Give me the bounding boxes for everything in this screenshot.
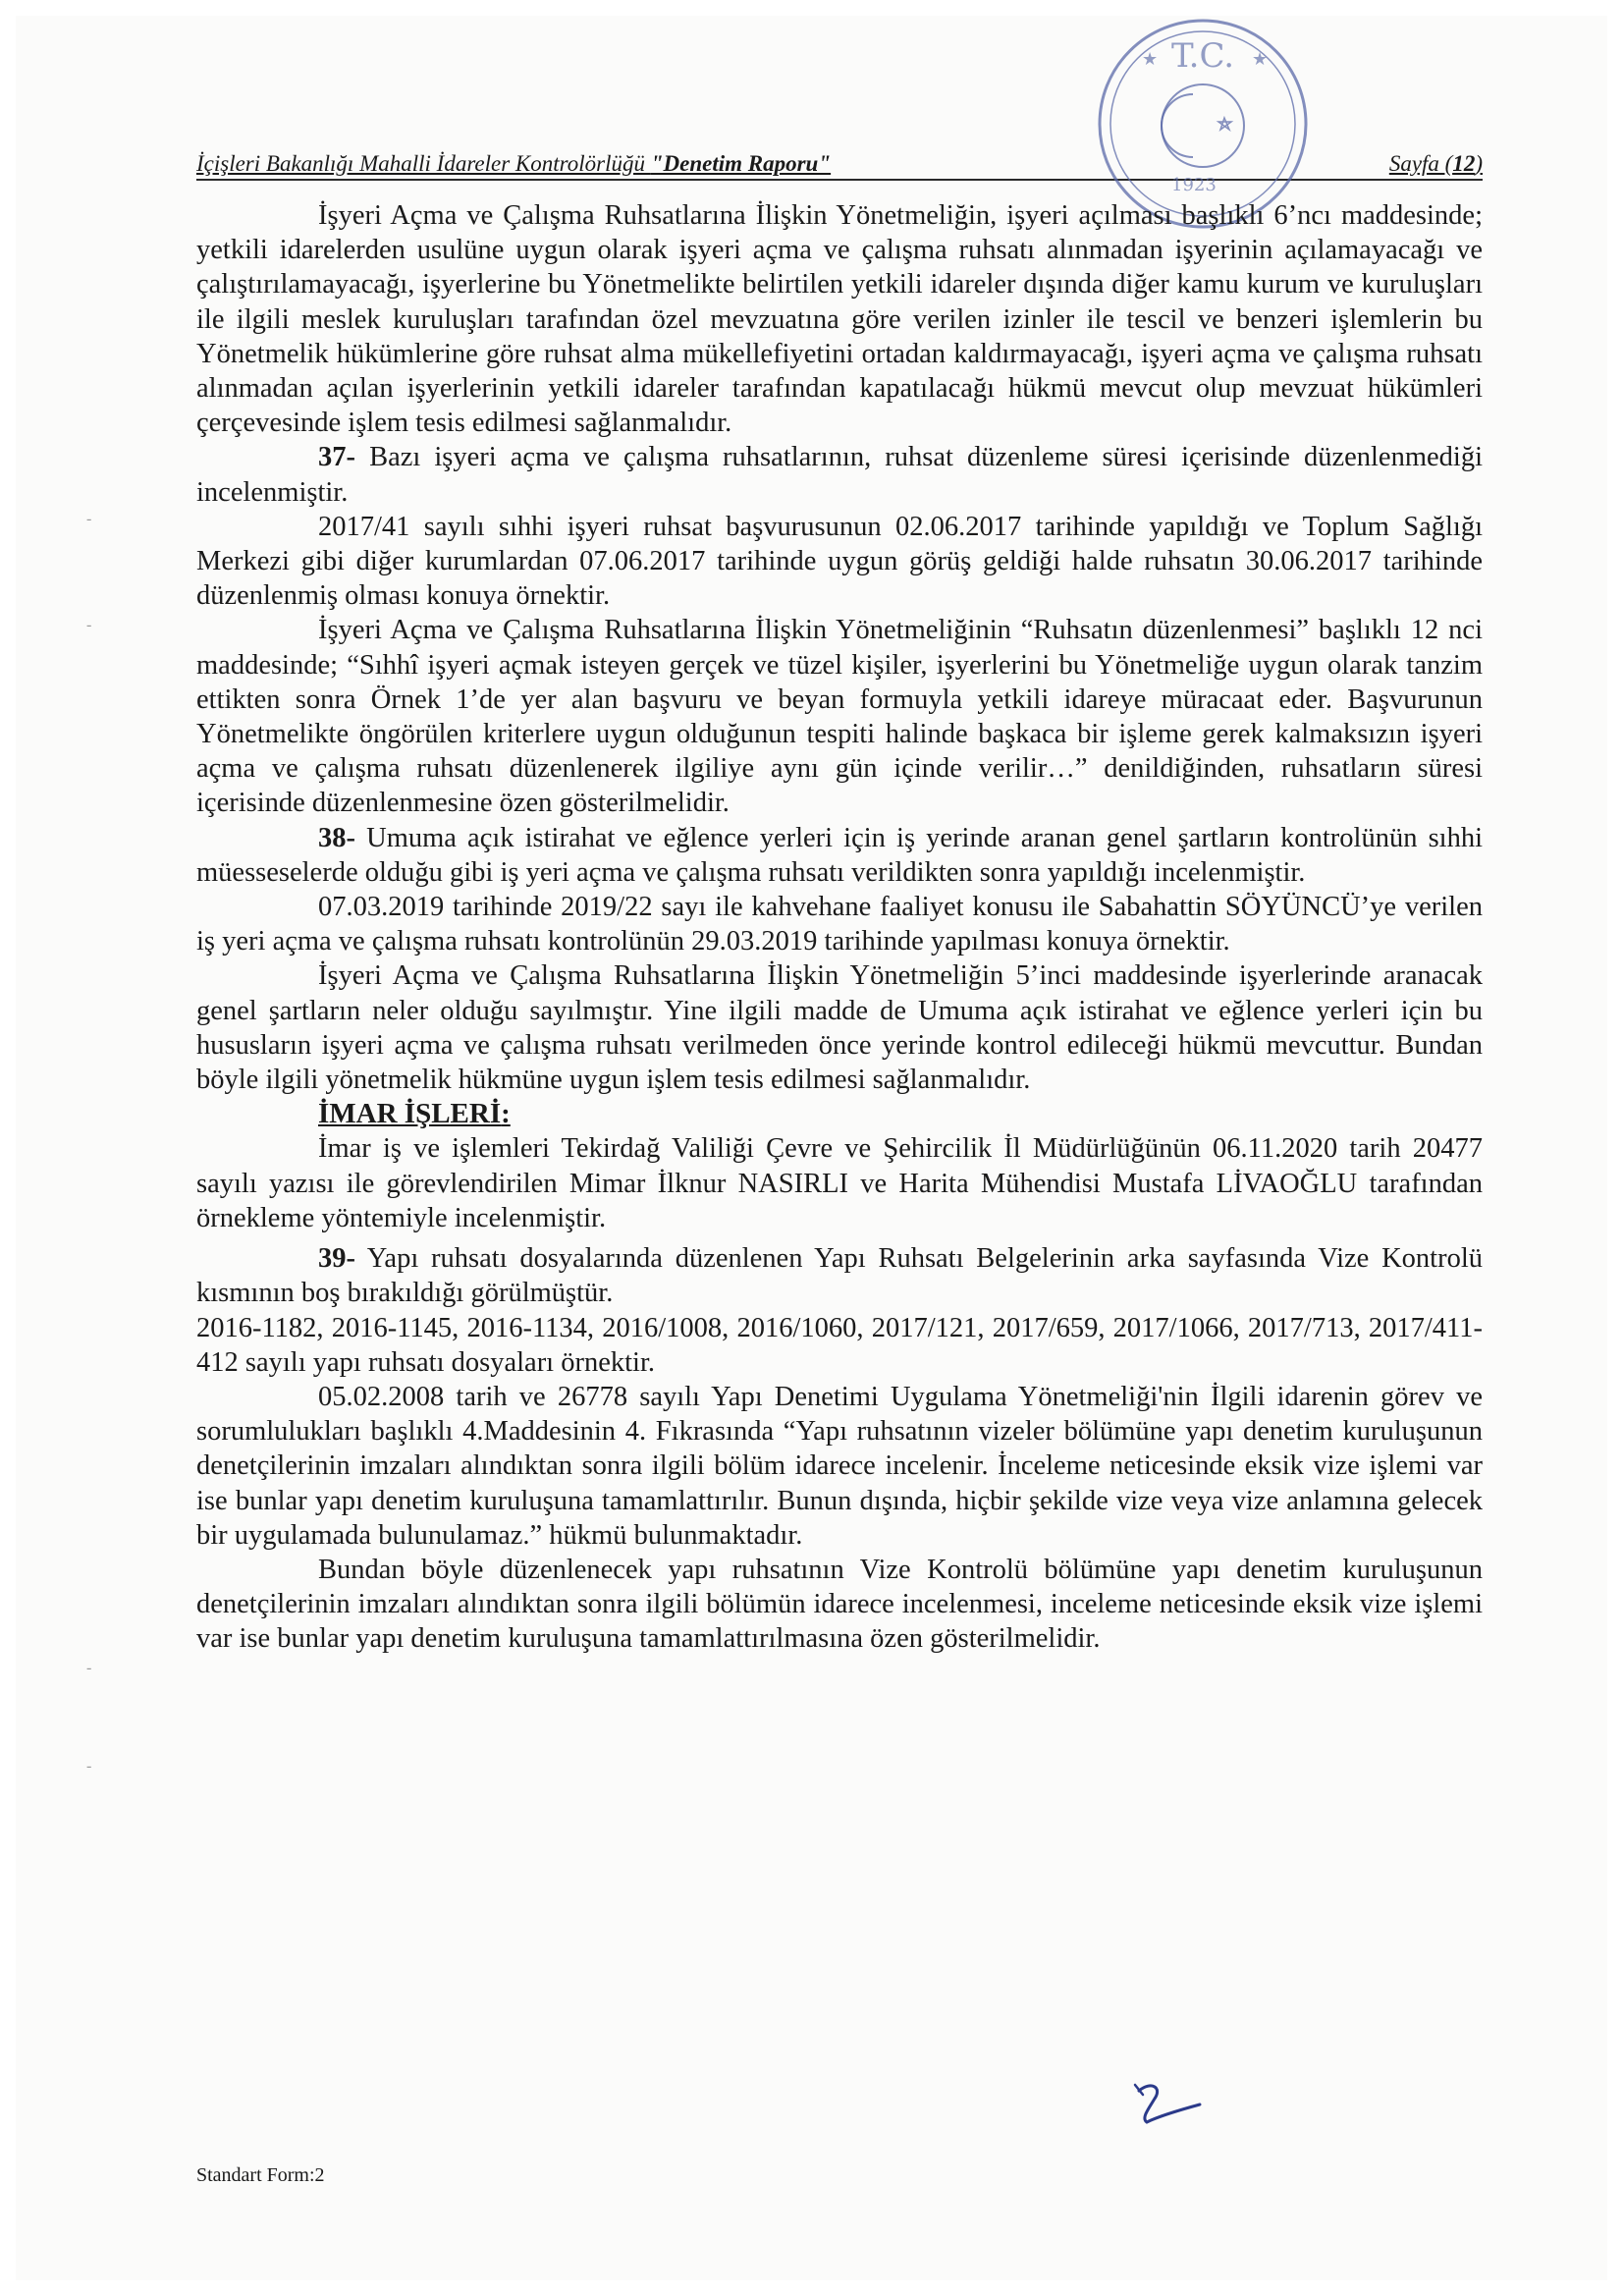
finding-38: 38- Umuma açık istirahat ve eğlence yerleri için iş yerinde aranan genel şartların kontrolünün sıhhi müesseselerde olduğu gibi iş yeri açma ve çalışma ruhsatı verildikten sonra yapıldığı incelenmiştir. [196,822,1483,888]
form-label: Standart Form:2 [196,2164,325,2186]
seal-year: 1923 [1171,175,1217,195]
page-header [196,145,1483,181]
finding-number: 37- [318,442,355,473]
seal-top-text: T.C. [1171,36,1235,76]
paragraph: İşyeri Açma ve Çalışma Ruhsatlarına İlişkin Yönetmeliğin, işyeri açılması başlıklı 6’ncı maddesinde; yetkili idarelerden usulüne uygun olarak işyeri açma ve çalışma ruhsatı alınmadan işyerinin açılamayacağı ve çalıştırılamayacağı, işyerlerine bu Yönetmelikte belirtilen yetkili idareler dışında diğer kamu kurum ve kuruluşları ile ilgili meslek kuruluşları tarafından özel mevzuatına göre verilen izinler ile tescil ve benzeri işlemlerin bu Yönetmelik hükümlerine göre ruhsat alma mükellefiyetini ortadan kaldırmayacağı, işyeri açma ve çalışma ruhsatı alınmadan açılan işyerlerinin yetkili idareler tarafından kapatılacağı hükmü mevcut olup mevzuat hükümleri çerçevesinde işlem tesis edilmesi sağlanmalıdır. [196,200,1483,439]
paragraph: 2017/41 sayılı sıhhi işyeri ruhsat başvurusunun 02.06.2017 tarihinde yapıldığı ve Toplum Sağlığı Merkezi gibi diğer kurumlardan 07.06.2017 tarihinde uygun görüş geldiği halde ruhsatın 30.06.2017 tarihinde düzenlenmiş olması konuya örnektir. [196,511,1483,612]
paragraph: İşyeri Açma ve Çalışma Ruhsatlarına İlişkin Yönetmeliğinin “Ruhsatın düzenlenmesi” başlıklı 12 nci maddesinde; “Sıhhî işyeri açmak isteyen gerçek ve tüzel kişiler, işyerlerini bu Yönetmeliğe uygun olarak tanzim ettikten sonra Örnek 1’de yer alan başvuru ve beyan formuyla yetkili idareye müracaat eder. Başvurunun Yönetmelikte öngörülen kriterlere uygun olduğunun tespiti halinde başkaca bir işleme gerek kalmaksızın işyeri açma ve çalışma ruhsatı düzenlenerek ilgiliye aynı gün içinde verilir…” denildiğinden, ruhsatların süresi içerisinde düzenlenmesine özen gösterilmelidir. [196,615,1483,819]
section-heading: İMAR İŞLERİ: [318,1098,511,1130]
paragraph: 07.03.2019 tarihinde 2019/22 sayı ile kahvehane faaliyet konusu ile Sabahattin SÖYÜNCÜ’ye verilen iş yeri açma ve çalışma ruhsatı kontrolünün 29.03.2019 tarihinde yapılması konuya örnektir. [196,892,1483,957]
finding-number: 38- [318,822,355,853]
paragraph: 05.02.2008 tarih ve 26778 sayılı Yapı Denetimi Uygulama Yönetmeliği'nin İlgili idarenin görev ve sorumlulukları başlıklı 4.Maddesinin 4. Fıkrasında “Yapı ruhsatının vizeler bölümüne yapı denetim kuruluşunun denetçilerinin imzaları alındıktan sonra ilgili bölüm idarece incelenir. İnceleme neticesinde eksik vize işlemi var ise bunlar yapı denetim kuruluşuna tamamlattırılır. Bunun dışında, hiçbir şekilde vize veya vize anlamına gelecek bir uygulamada bulunulamaz.” hükmü bulunmaktadır. [196,1381,1483,1551]
report-body [196,198,1483,1657]
header-title: İçişleri Bakanlığı Mahalli İdareler Kontrolörlüğü "Denetim Raporu" [196,151,832,176]
paragraph: İmar iş ve işlemleri Tekirdağ Valiliği Çevre ve Şehircilik İl Müdürlüğünün 06.11.2020 tarih 20477 sayılı yazısı ile görevlendirilen Mimar İlknur NASIRLI ve Harita Mühendisi Mustafa LİVAOĞLU tarafından örnekleme yöntemiyle incelenmiştir. [196,1133,1483,1233]
margin-mark: - [86,1758,92,1775]
paragraph: Bundan böyle düzenlenecek yapı ruhsatının Vize Kontrolü bölümüne yapı denetim kuruluşunun denetçilerinin imzaları alındıktan sonra ilgili bölümün idarece incelenmesi, inceleme neticesinde eksik vize işlemi var ise bunlar yapı denetim kuruluşuna tamamlattırılmasına özen gösterilmelidir. [196,1554,1483,1655]
handwritten-initial [1129,2077,1208,2136]
finding-37: 37- Bazı işyeri açma ve çalışma ruhsatlarının, ruhsat düzenleme süresi içerisinde düzenlenmediği incelenmiştir. [196,442,1483,508]
margin-mark: - [86,1660,92,1676]
margin-mark: - [86,617,92,633]
page-number: Sayfa (12) [1388,151,1483,176]
margin-mark: - [86,511,92,527]
finding-39: 39- Yapı ruhsatı dosyalarında düzenlenen Yapı Ruhsatı Belgelerinin arka sayfasında Vize Kontrolü kısmının boş bırakıldığı görülmüştür. [196,1243,1483,1309]
paragraph: 2016-1182, 2016-1145, 2016-1134, 2016/1008, 2016/1060, 2017/121, 2017/659, 2017/1066, 2017/713, 2017/411-412 sayılı yapı ruhsatı dosyaları örnektir. [196,1312,1483,1378]
svg-text:★: ★ [1142,49,1159,70]
svg-text:★: ★ [1252,49,1269,70]
finding-number: 39- [318,1243,355,1275]
paragraph: İşyeri Açma ve Çalışma Ruhsatlarına İlişkin Yönetmeliğin 5’inci maddesinde işyerlerinde aranacak genel şartların neler olduğu sayılmıştır. Yine ilgili madde de Umuma açık istirahat ve eğlence yerleri için bu hususların işyeri açma ve çalışma ruhsatı verilmeden önce yerinde kontrol edileceği hükmü mevcuttur. Bundan böyle ilgili yönetmelik hükmüne uygun işlem tesis edilmesi sağlanmalıdır. [196,960,1483,1096]
